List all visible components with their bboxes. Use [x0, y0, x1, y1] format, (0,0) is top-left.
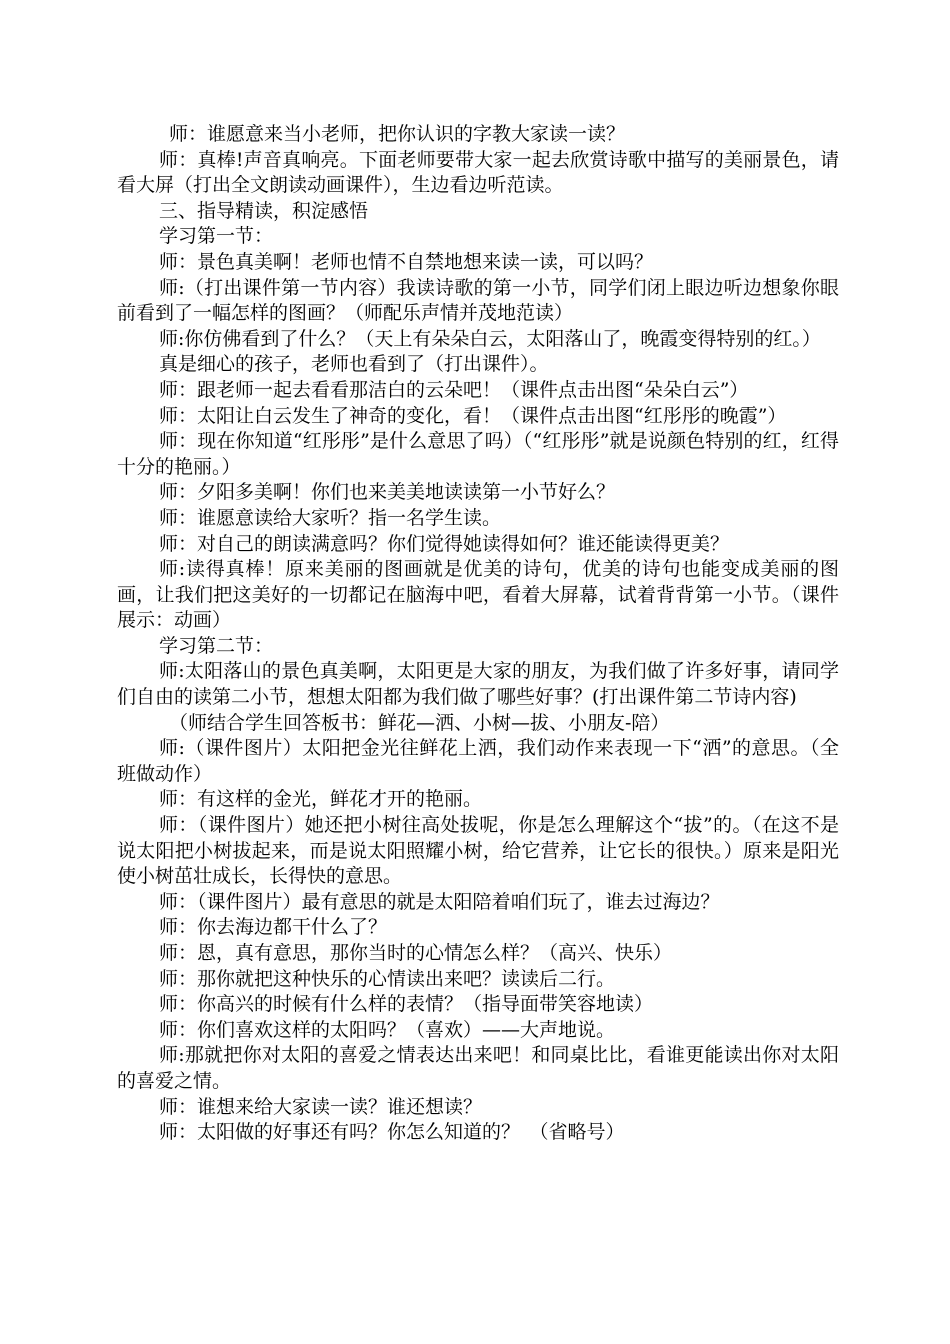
- paragraph: 师：你去海边都干什么了？: [159, 916, 388, 939]
- paragraph: （师结合学生回答板书：鲜花—洒、小树—拔、小朋友-陪）: [169, 711, 670, 734]
- section-heading: 三、指导精读，积淀感悟: [159, 199, 369, 222]
- paragraph: 师：跟老师一起去看看那洁白的云朵吧！（课件点击出图“朵朵白云”）: [159, 378, 749, 401]
- paragraph: 师:你仿佛看到了什么？（天上有朵朵白云，太阳落山了，晚霞变得特别的红。）: [159, 327, 821, 350]
- paragraph: 师：（课件图片）她还把小树往高处拔呢，你是怎么理解这个“拔”的。（在这不是说太阳把小树拔起来，而是说太阳照耀小树，给它营养，让它长的很快。）原来是阳光使小树茁壮成长，长得快的意思。: [117, 814, 839, 888]
- paragraph: 师：太阳让白云发生了神奇的变化，看！（课件点击出图“红彤彤的晚霞”）: [159, 404, 787, 427]
- paragraph: 师:太阳落山的景色真美啊，太阳更是大家的朋友，为我们做了许多好事，请同学们自由的读第二小节，想想太阳都为我们做了哪些好事？(打出课件第二节诗内容): [117, 660, 839, 709]
- paragraph: 师:（课件图片）太阳把金光往鲜花上洒，我们动作来表现一下“洒”的意思。（全班做动作）: [117, 737, 839, 785]
- paragraph: 师：景色真美啊！老师也情不自禁地想来读一读，可以吗？: [159, 250, 654, 273]
- paragraph: 师：夕阳多美啊！你们也来美美地读读第一小节好么？: [159, 481, 616, 504]
- paragraph: 师：现在你知道“红彤彤”是什么意思了吗）（“红彤彤”就是说颜色特别的红，红得十分的艳丽。）: [117, 430, 839, 478]
- paragraph: 师：真棒!声音真响亮。下面老师要带大家一起去欣赏诗歌中描写的美丽景色，请看大屏（打出全文朗读动画课件），生边看边听范读。: [117, 148, 839, 197]
- paragraph: 师：对自己的朗读满意吗？你们觉得她读得如何？谁还能读得更美？: [159, 532, 730, 555]
- paragraph: 师：那你就把这种快乐的心情读出来吧？读读后二行。: [159, 967, 616, 990]
- paragraph: 师：你们喜欢这样的太阳吗？（喜欢）——大声地说。: [159, 1018, 616, 1041]
- subsection-heading: 学习第二节：: [159, 634, 274, 657]
- lesson-text: [117, 122, 839, 1146]
- paragraph: 师:读得真棒！原来美丽的图画就是优美的诗句，优美的诗句也能变成美丽的图画，让我们把这美好的一切都记在脑海中吧，看着大屏幕，试着背背第一小节。（课件展示：动画）: [117, 558, 839, 632]
- paragraph: 师:（打出课件第一节内容）我读诗歌的第一小节，同学们闭上眼边听边想象你眼前看到了一幅怎样的图画？（师配乐声情并茂地范读）: [117, 276, 839, 325]
- paragraph: 师：太阳做的好事还有吗？你怎么知道的？ （省略号）: [159, 1121, 625, 1144]
- paragraph: 师：谁愿意读给大家听？指一名学生读。: [159, 506, 502, 529]
- paragraph: 师：谁想来给大家读一读？谁还想读？: [159, 1095, 483, 1118]
- paragraph: 师：恩，真有意思，那你当时的心情怎么样？（高兴、快乐）: [159, 942, 673, 964]
- paragraph: 师：有这样的金光，鲜花才开的艳丽。: [159, 788, 483, 811]
- paragraph: 师：你高兴的时候有什么样的表情？（指导面带笑容地读）: [159, 993, 654, 1016]
- paragraph: 师：谁愿意来当小老师，把你认识的字教大家读一读？: [169, 123, 626, 145]
- paragraph: 师：（课件图片）最有意思的就是太阳陪着咱们玩了，谁去过海边？: [159, 890, 720, 913]
- paragraph: 真是细心的孩子，老师也看到了（打出课件）。: [159, 353, 549, 376]
- subsection-heading: 学习第一节：: [159, 225, 274, 248]
- paragraph: 师:那就把你对太阳的喜爱之情表达出来吧！和同桌比比，看谁更能读出你对太阳的喜爱之情。: [117, 1044, 839, 1092]
